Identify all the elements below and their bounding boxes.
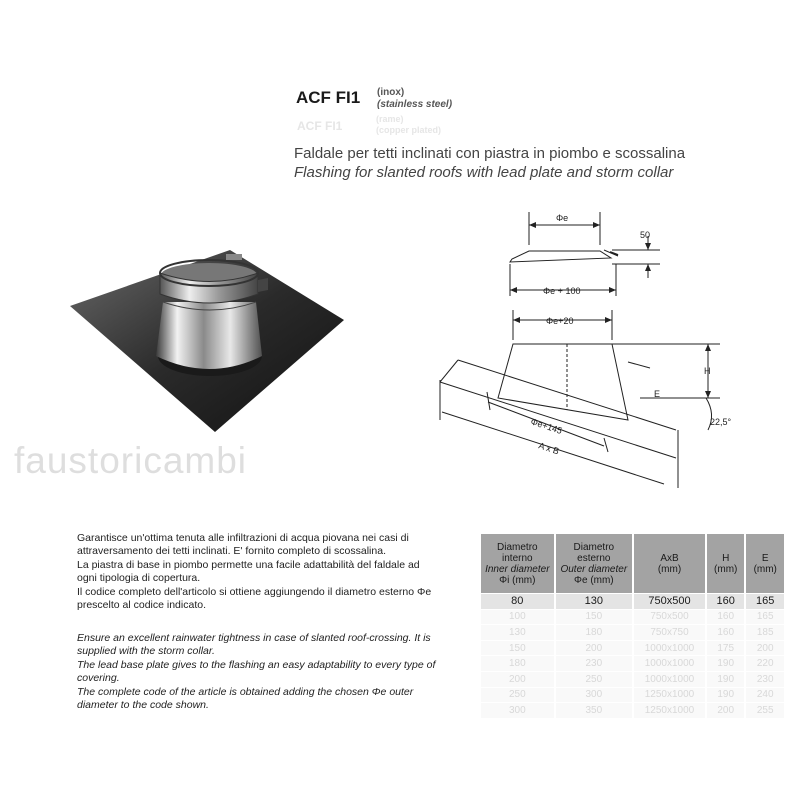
ghost-material-text: (rame) (copper plated) — [376, 114, 442, 135]
header-label-it: E — [761, 552, 769, 564]
table-cell: 750x500 — [633, 594, 706, 610]
table-cell: 160 — [706, 609, 745, 625]
table-cell: 150 — [481, 640, 555, 656]
table-row — [481, 671, 784, 687]
table-row — [481, 703, 784, 718]
table-cell: 1000x1000 — [633, 656, 706, 672]
watermark: faustoricambi — [14, 440, 248, 481]
table-cell: 180 — [555, 625, 633, 641]
table-cell: 180 — [481, 656, 555, 672]
table-cell: 200 — [555, 640, 633, 656]
table-cell: 1250x1000 — [633, 703, 706, 718]
table-body — [481, 594, 784, 718]
table-cell: 255 — [745, 703, 784, 718]
table-cell: 1000x1000 — [633, 640, 706, 656]
label-phi-e: Φe — [556, 213, 569, 223]
table-cell: 160 — [706, 594, 745, 610]
description-italian — [77, 532, 437, 612]
table-cell: 750x750 — [633, 625, 706, 641]
table-cell: 175 — [706, 640, 745, 656]
title-italian: Faldale per tetti inclinati con piastra in piombo e scossalina — [294, 145, 686, 162]
ghost-code-text: ACF FI1 — [297, 119, 343, 133]
title-english: Flashing for slanted roofs with lead plate and storm collar — [294, 164, 674, 181]
table-cell: 200 — [745, 640, 784, 656]
table-cell: 1000x1000 — [633, 671, 706, 687]
label-collar-height: 50 — [640, 230, 651, 240]
table-cell: 100 — [481, 609, 555, 625]
header-label-it: Diametro interno — [497, 541, 538, 564]
table-cell: 150 — [555, 609, 633, 625]
table-cell: 350 — [555, 703, 633, 718]
table-cell: 220 — [745, 656, 784, 672]
desc-it-paragraph: Garantisce un'ottima tenuta alle infiltrazioni di acqua piovana nei casi di attraversamento dei tetti inclinati. E' fornito completo di scossalina. — [77, 532, 409, 558]
label-axb: A x B — [537, 440, 561, 457]
header-label-en: Outer diameter — [560, 563, 628, 575]
description-english — [77, 632, 447, 712]
header-inner-diameter — [481, 534, 555, 594]
table-cell: 190 — [706, 671, 745, 687]
label-phi-e-20: Φe+20 — [546, 316, 574, 326]
desc-en-paragraph: Ensure an excellent rainwater tightness in case of slanted roof-crossing. It is supplied with the storm collar. — [77, 632, 431, 658]
material-en: (stainless steel) — [377, 99, 453, 110]
table-cell: 165 — [745, 594, 784, 610]
table-cell: 190 — [706, 687, 745, 703]
header-label-it: Diametro esterno — [573, 541, 615, 564]
header-unit: (mm) — [657, 563, 682, 575]
table-cell: 230 — [555, 656, 633, 672]
desc-it-paragraph: La piastra di base in piombo permette una facile adattabilità del faldale ad ogni tipologia di copertura. — [77, 558, 420, 585]
table-cell: 80 — [481, 594, 555, 610]
header-label-it: AxB — [660, 552, 679, 564]
label-e: E — [654, 389, 661, 399]
table-cell: 200 — [481, 671, 555, 687]
material-it: (inox) — [377, 87, 405, 98]
table-cell: 240 — [745, 687, 784, 703]
table-row — [481, 656, 784, 672]
header-unit: Φe (mm) — [574, 574, 614, 586]
table-cell: 165 — [745, 609, 784, 625]
header-label-it: H — [722, 552, 730, 564]
table-row — [481, 625, 784, 641]
dimensions-table — [481, 534, 784, 718]
table-cell: 185 — [745, 625, 784, 641]
header-axb — [633, 534, 706, 594]
label-h: H — [704, 366, 711, 376]
header-unit: (mm) — [714, 563, 738, 575]
table-row — [481, 594, 784, 610]
table-cell: 250 — [481, 687, 555, 703]
table-cell: 1250x1000 — [633, 687, 706, 703]
table-cell: 230 — [745, 671, 784, 687]
table-cell: 160 — [706, 625, 745, 641]
steel-cone — [156, 302, 262, 369]
desc-en-paragraph: The complete code of the article is obtained adding the chosen Φe outer diameter to the code shown. — [77, 685, 414, 712]
product-photo — [60, 240, 350, 440]
technical-drawing — [430, 205, 770, 500]
table-row — [481, 640, 784, 656]
table-cell: 300 — [481, 703, 555, 718]
table-cell: 190 — [706, 656, 745, 672]
product-code: ACF FI1 — [296, 88, 361, 107]
table-cell: 130 — [481, 625, 555, 641]
header-unit: (mm) — [753, 563, 777, 575]
table-cell: 250 — [555, 671, 633, 687]
label-phi-e-100: Φe + 100 — [543, 286, 581, 296]
label-phi-e-145: Φe+145 — [529, 416, 564, 436]
header-label-en: Inner diameter — [485, 563, 550, 575]
header-outer-diameter — [555, 534, 633, 594]
label-angle: 22,5° — [710, 417, 732, 427]
header-unit: Φi (mm) — [499, 574, 536, 586]
table-cell: 130 — [555, 594, 633, 610]
header-h — [706, 534, 745, 594]
table-cell: 200 — [706, 703, 745, 718]
table-row — [481, 609, 784, 625]
header-e — [745, 534, 784, 594]
desc-it-paragraph: Il codice completo dell'articolo si ottiene aggiungendo il diametro esterno Φe prescelto al codice indicato. — [77, 585, 432, 612]
table-row — [481, 687, 784, 703]
table-cell: 750x500 — [633, 609, 706, 625]
desc-en-paragraph: The lead base plate gives to the flashing an easy adaptability to every type of covering. — [77, 658, 436, 685]
table-cell: 300 — [555, 687, 633, 703]
